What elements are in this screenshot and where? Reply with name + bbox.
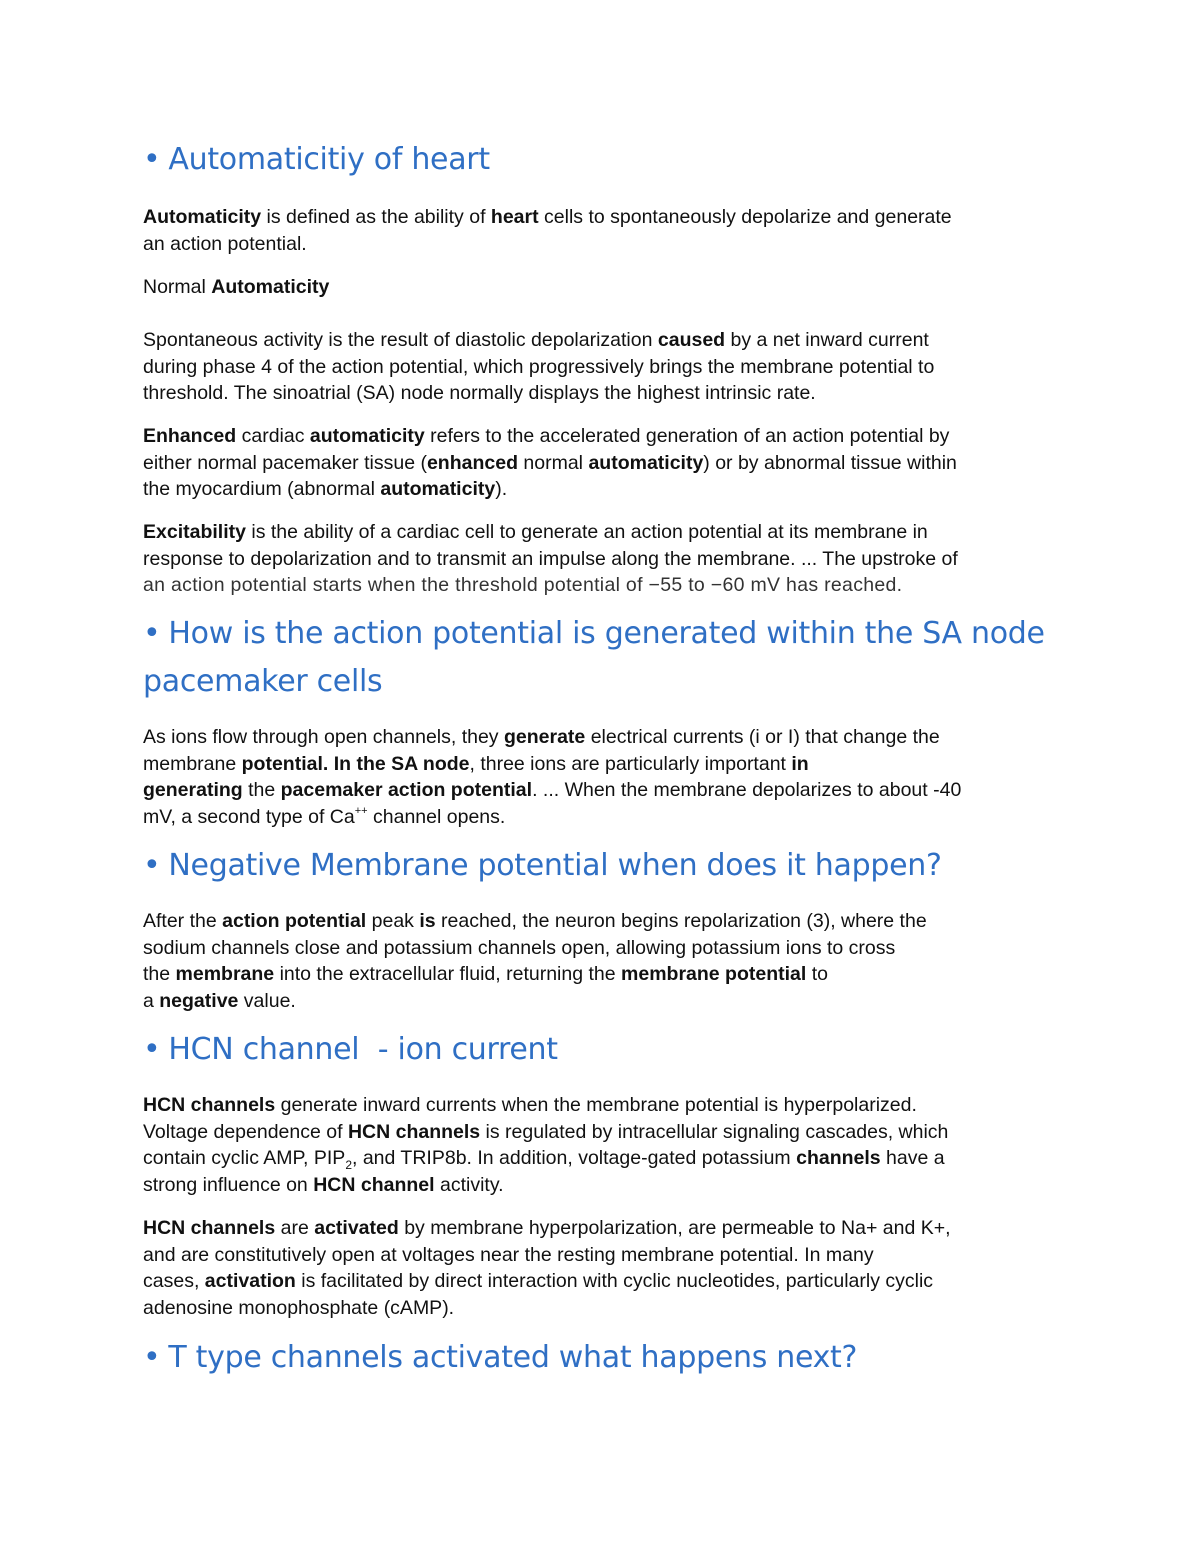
subscript: 2: [345, 1157, 352, 1172]
heading-automaticity: [143, 142, 490, 177]
text: during phase 4 of the action potential, which progressively brings the membrane potential to: [143, 355, 935, 378]
paragraph-automaticity-definition: [143, 204, 952, 257]
text: sodium channels close and potassium channels open, allowing potassium ions to cross: [143, 936, 896, 959]
text: cases,: [143, 1270, 205, 1292]
superscript: ++: [354, 805, 368, 817]
heading-text: pacemaker cells: [143, 664, 383, 699]
bold-text: heart: [490, 206, 539, 228]
text: into the extracellular fluid, returning the: [274, 963, 622, 985]
text: Voltage dependence of: [143, 1120, 348, 1143]
paragraph-spontaneous-activity: [143, 327, 934, 407]
bold-text: generate: [503, 726, 586, 748]
text: Normal: [143, 276, 212, 298]
bold-text: activated: [314, 1217, 399, 1239]
bold-text: automaticity: [309, 425, 425, 447]
text: the: [242, 779, 281, 801]
bold-text: automaticity: [588, 451, 704, 474]
heading-text: Automaticitiy of heart: [168, 142, 490, 177]
heading-text: T type channels activated what happens next?: [168, 1340, 858, 1375]
bold-text: Excitability: [143, 521, 246, 543]
text: are: [275, 1217, 315, 1239]
text: peak: [366, 910, 420, 932]
bold-text: action potential: [222, 910, 367, 932]
text: is the ability of a cardiac cell to generate an action potential at its membrane in: [245, 521, 928, 543]
text: Spontaneous activity is the result of diastolic depolarization: [143, 329, 658, 351]
bold-text: HCN channels: [143, 1217, 276, 1239]
bold-text: membrane: [175, 963, 275, 985]
bold-text: negative: [159, 989, 239, 1012]
bold-text: HCN channel: [313, 1173, 435, 1196]
paragraph-excitability: [143, 519, 958, 599]
text: a: [143, 989, 160, 1012]
text: normal: [517, 451, 589, 474]
bold-text: Automaticity: [211, 276, 330, 298]
text: channel opens.: [367, 805, 506, 828]
text: is facilitated by direct interaction with cyclic nucleotides, particularly cyclic: [295, 1270, 934, 1292]
text: have a: [880, 1147, 945, 1169]
bold-text: membrane potential: [621, 963, 807, 985]
text: cells to spontaneously depolarize and generate: [538, 206, 952, 228]
text: , three ions are particularly important: [469, 752, 792, 775]
heading-hcn-channel: [143, 1032, 558, 1067]
text: the myocardium (abnormal: [143, 478, 381, 500]
paragraph-ion-flow: [143, 724, 961, 830]
heading-sa-node-action-potential: [143, 616, 1045, 651]
heading-negative-membrane-potential: [143, 848, 942, 883]
text: membrane: [143, 752, 242, 775]
text: to: [806, 963, 828, 985]
text: ) or by abnormal tissue within: [703, 451, 957, 474]
text: , and TRIP8b. In addition, voltage-gated potassium: [352, 1147, 797, 1169]
text: . ... When the membrane depolarizes to about -40: [532, 779, 962, 801]
bullet: •: [143, 848, 161, 883]
bold-text: activation: [204, 1270, 296, 1292]
text: generate inward currents when the membrane potential is hyperpolarized.: [275, 1094, 917, 1116]
bold-text: Enhanced: [143, 425, 237, 447]
text: contain cyclic AMP, PIP: [143, 1147, 346, 1169]
text: activity.: [434, 1173, 504, 1196]
text: threshold. The sinoatrial (SA) node normally displays the highest intrinsic rate.: [143, 382, 816, 404]
bold-text: HCN channels: [347, 1120, 481, 1143]
text: an action potential starts when the threshold potential of −55 to −60 mV has reached.: [143, 574, 903, 596]
text: the: [143, 963, 176, 985]
text: After the: [143, 910, 223, 932]
text: mV, a second type of Ca: [143, 805, 355, 828]
paragraph-hcn-inward-currents: [143, 1092, 948, 1198]
text: response to depolarization and to transmit an impulse along the membrane. ... The upstroke of: [143, 547, 958, 570]
text: strong influence on: [143, 1173, 314, 1196]
bold-text: in: [791, 752, 809, 775]
bold-text: Automaticity: [143, 206, 262, 228]
text: adenosine monophosphate (cAMP).: [143, 1296, 455, 1319]
bullet: •: [143, 616, 161, 651]
bold-text: HCN channels: [143, 1094, 276, 1116]
paragraph-hcn-activation: [143, 1215, 951, 1321]
heading-text: Negative Membrane potential when does it happen?: [168, 848, 942, 883]
heading-t-type-channels: [143, 1340, 857, 1375]
bullet: •: [143, 142, 161, 177]
heading-text: HCN channel - ion current: [168, 1032, 558, 1067]
bold-text: automaticity: [380, 478, 496, 500]
bullet: •: [143, 1340, 161, 1375]
bold-text: is: [419, 910, 436, 932]
bold-text: pacemaker action potential: [280, 779, 533, 801]
heading-sa-node-action-potential-cont: [143, 664, 382, 699]
paragraph-normal-automaticity: [143, 274, 329, 301]
paragraph-enhanced-automaticity: [143, 423, 957, 503]
bold-text: potential. In the SA node: [241, 752, 470, 775]
text: is regulated by intracellular signaling cascades, which: [480, 1120, 949, 1143]
text: and are constitutively open at voltages near the resting membrane potential. In many: [143, 1243, 874, 1266]
text: refers to the accelerated generation of an action potential by: [424, 425, 950, 447]
paragraph-repolarization: [143, 908, 927, 1014]
text: reached, the neuron begins repolarization (3), where the: [435, 910, 927, 932]
text: As ions flow through open channels, they: [143, 726, 504, 748]
bold-text: enhanced: [426, 451, 518, 474]
text: electrical currents (i or I) that change the: [585, 726, 940, 748]
heading-text: How is the action potential is generated within the SA node: [168, 616, 1045, 651]
bold-text: caused: [657, 329, 726, 351]
text: by membrane hyperpolarization, are permeable to Na+ and K+,: [398, 1217, 951, 1239]
bullet: •: [143, 1032, 161, 1067]
text: either normal pacemaker tissue (: [143, 451, 427, 474]
text: value.: [238, 989, 296, 1012]
bold-text: channels: [796, 1147, 881, 1169]
text: is defined as the ability of: [261, 206, 491, 228]
text: an action potential.: [143, 232, 307, 255]
text: cardiac: [236, 425, 310, 447]
bold-text: generating: [143, 779, 243, 801]
text: by a net inward current: [725, 329, 929, 351]
text: ).: [495, 478, 508, 500]
